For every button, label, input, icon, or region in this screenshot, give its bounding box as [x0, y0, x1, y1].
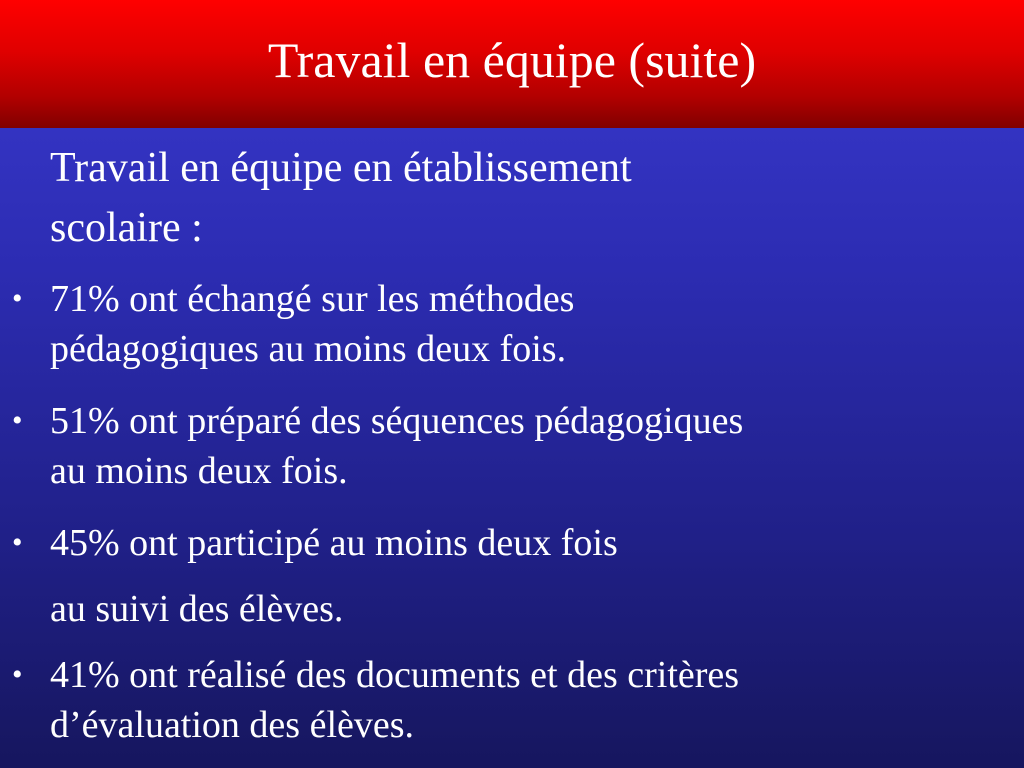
bullet-line: d’évaluation des élèves. [50, 704, 415, 746]
bullet-line: 41% ont réalisé des documents et des critères [50, 654, 740, 696]
bullet-line: au suivi des élèves. [50, 588, 344, 630]
bullet-icon: • [12, 658, 23, 691]
intro-line: scolaire : [50, 205, 203, 251]
bullet-icon: • [12, 404, 23, 437]
bullet-text [50, 396, 1000, 496]
bullet-line: au moins deux fois. [50, 450, 348, 492]
bullet-text [50, 650, 1000, 750]
bullet-line: pédagogiques au moins deux fois. [50, 328, 567, 370]
bullet-text [50, 274, 1000, 374]
bullet-line: 71% ont échangé sur les méthodes [50, 278, 575, 320]
bullet-line: 45% ont participé au moins deux fois [50, 522, 618, 564]
intro-text [50, 138, 950, 258]
slide-title: Travail en équipe (suite) [267, 32, 757, 88]
intro-line: Travail en équipe en établissement [50, 145, 632, 191]
bullet-icon: • [12, 282, 23, 315]
bullet-icon: • [12, 526, 23, 559]
bullet-text [50, 518, 1000, 634]
title-bar [0, 0, 1024, 128]
bullet-line: 51% ont préparé des séquences pédagogiques [50, 400, 744, 442]
